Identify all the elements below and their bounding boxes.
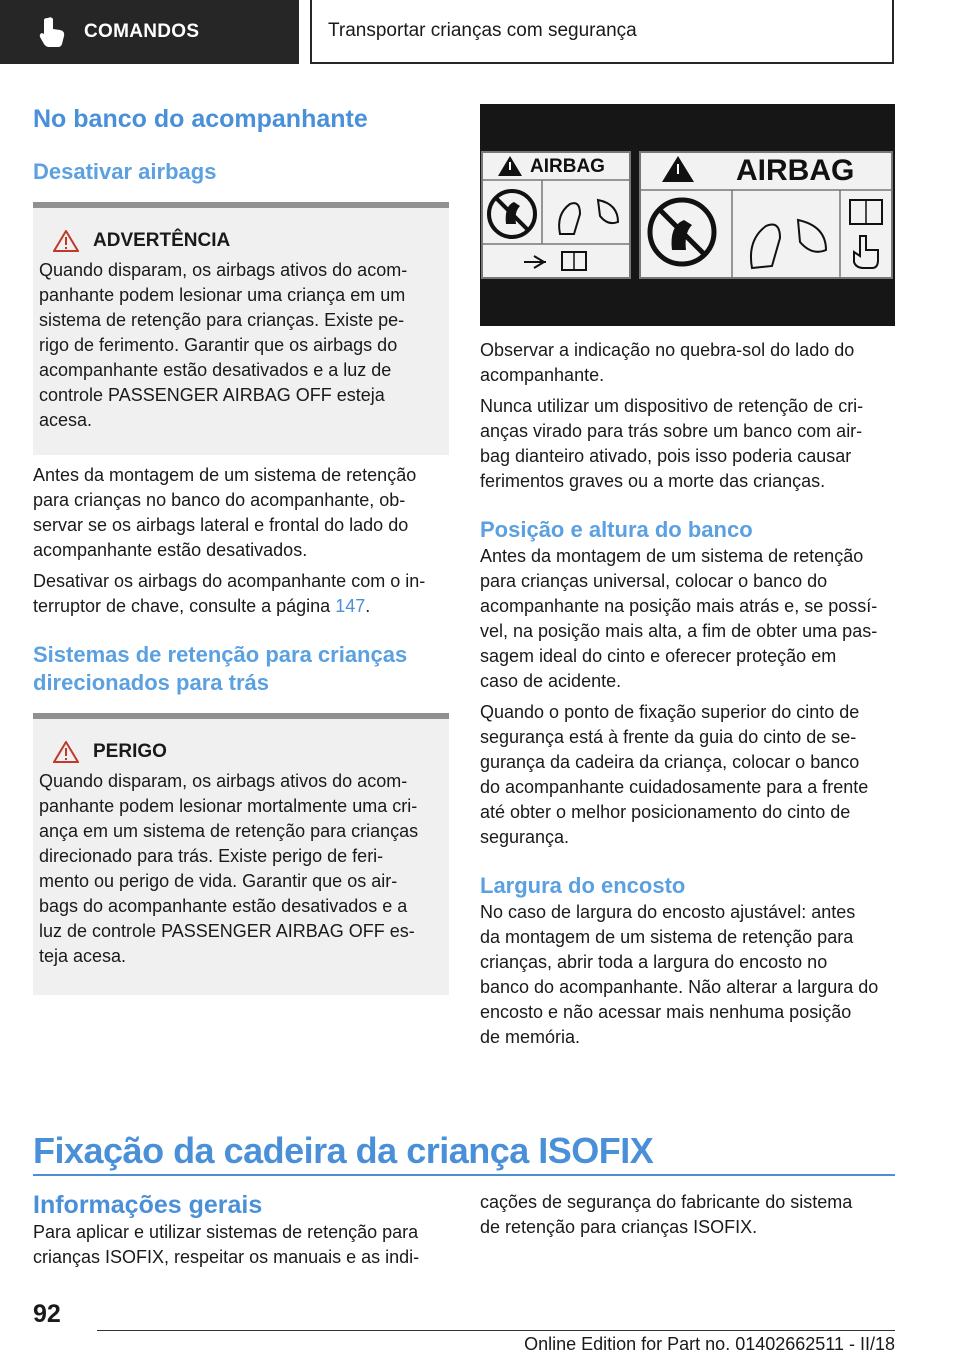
- paragraph-line: Nunca utilizar um dispositivo de retenção de cri-: [480, 396, 864, 416]
- paragraph-line: banco do acompanhante. Não alterar a largura do: [480, 977, 879, 997]
- footer-rule: [97, 1330, 895, 1331]
- paragraph-line: Desativar os airbags do acompanhante com o in-: [33, 571, 426, 591]
- paragraph-line: da montagem de um sistema de retenção para: [480, 927, 854, 947]
- airbag-label-small: AIRBAG: [530, 156, 605, 177]
- paragraph-line: anças virado para trás sobre um banco com air-: [480, 421, 863, 441]
- warning-line: acesa.: [39, 410, 93, 430]
- edition-footer: Online Edition for Part no. 01402662511 - II/18: [524, 1334, 895, 1354]
- section-tab: [0, 0, 299, 64]
- paragraph-line: crianças ISOFIX, respeitar os manuais e as indi-: [33, 1247, 420, 1267]
- warning-line: Quando disparam, os airbags ativos do acom-: [39, 260, 408, 280]
- danger-title: PERIGO: [93, 741, 167, 762]
- paragraph-line: para crianças universal, colocar o banco do: [480, 571, 828, 591]
- danger-line: luz de controle PASSENGER AIRBAG OFF es-: [39, 921, 415, 941]
- paragraph-line: Antes da montagem de um sistema de retenção: [480, 546, 864, 566]
- warning-box: [33, 202, 449, 455]
- isofix-right: [480, 1190, 896, 1240]
- paragraph-line: acompanhante.: [480, 365, 605, 385]
- paragraph-line: Para aplicar e utilizar sistemas de retenção para: [33, 1222, 419, 1242]
- title-rule: [33, 1174, 895, 1176]
- airbag-label-figure: [480, 104, 895, 326]
- page-number: 92: [33, 1300, 61, 1328]
- chapter-title: Transportar crianças com segurança: [328, 20, 637, 41]
- paragraph-line: acompanhante na posição mais atrás e, se possí-: [480, 596, 878, 616]
- paragraph-line: terruptor de chave, consulte a página 147.: [33, 596, 371, 616]
- hand-pointer-icon: [38, 14, 74, 50]
- left-column: [33, 104, 449, 995]
- paragraph-line: encosto e não acessar mais nenhuma posição: [480, 1002, 852, 1022]
- paragraph-line: até obter o melhor posicionamento do cinto de: [480, 802, 851, 822]
- danger-line: teja acesa.: [39, 946, 127, 966]
- isofix-title: Fixação da cadeira da criança ISOFIX: [33, 1130, 654, 1171]
- danger-line: Quando disparam, os airbags ativos do acom-: [39, 771, 408, 791]
- paragraph-line: ferimentos graves ou a morte das crianças.: [480, 471, 826, 491]
- paragraph-line: No caso de largura do encosto ajustável: antes: [480, 902, 856, 922]
- paragraph-line: segurança está à frente da guia do cinto de se-: [480, 727, 857, 747]
- paragraph-line: bag dianteiro ativado, pois isso poderia causar: [480, 446, 852, 466]
- paragraph-line: vel, na posição mais alta, a fim de obter uma pas-: [480, 621, 878, 641]
- isofix-left: [33, 1190, 449, 1270]
- warning-line: sistema de retenção para crianças. Existe pe-: [39, 310, 405, 330]
- paragraph-line: Quando o ponto de fixação superior do cinto de: [480, 702, 860, 722]
- paragraph-line: Observar a indicação no quebra-sol do lado do: [480, 340, 855, 360]
- paragraph-line: servar se os airbags lateral e frontal do lado do: [33, 515, 409, 535]
- section-label: COMANDOS: [84, 21, 200, 42]
- subheading-largura: Largura do encosto: [480, 873, 686, 898]
- warning-line: panhante podem lesionar uma criança em um: [39, 285, 406, 305]
- warning-line: controle PASSENGER AIRBAG OFF esteja: [39, 385, 385, 405]
- paragraph-line: caso de acidente.: [480, 671, 622, 691]
- section-heading: No banco do acompanhante: [33, 105, 368, 133]
- paragraph-line: cações de segurança do fabricante do sistema: [480, 1192, 853, 1212]
- warning-triangle-icon: [53, 230, 79, 252]
- paragraph-line: Antes da montagem de um sistema de retenção: [33, 465, 417, 485]
- warning-line: rigo de ferimento. Garantir que os airbags do: [39, 335, 398, 355]
- paragraph-line: gurança da cadeira da criança, colocar o banco: [480, 752, 860, 772]
- danger-line: direcionado para trás. Existe perigo de feri-: [39, 846, 384, 866]
- airbag-label-large: AIRBAG: [736, 154, 855, 187]
- danger-box: [33, 713, 449, 995]
- paragraph-line: crianças, abrir toda a largura do encosto no: [480, 952, 828, 972]
- subheading-informacoes: Informações gerais: [33, 1191, 263, 1219]
- danger-line: panhante podem lesionar mortalmente uma cri-: [39, 796, 418, 816]
- right-column: [480, 338, 896, 1050]
- danger-line: mento ou perigo de vida. Garantir que os air-: [39, 871, 398, 891]
- subheading-posicao: Posição e altura do banco: [480, 517, 753, 542]
- subheading-sistemas-cont: direcionados para trás: [33, 670, 269, 695]
- paragraph-line: sagem ideal do cinto e oferecer proteção em: [480, 646, 837, 666]
- page-link[interactable]: 147: [335, 596, 366, 616]
- paragraph-line: segurança.: [480, 827, 570, 847]
- subheading-sistemas: Sistemas de retenção para crianças: [33, 642, 408, 667]
- chapter-title-box: [310, 0, 894, 64]
- subheading-desativar-airbags: Desativar airbags: [33, 159, 217, 184]
- danger-triangle-icon: [53, 741, 79, 763]
- paragraph-line: do acompanhante cuidadosamente para a frente: [480, 777, 869, 797]
- danger-line: bags do acompanhante estão desativados e a: [39, 896, 408, 916]
- danger-line: ança em um sistema de retenção para crianças: [39, 821, 419, 841]
- paragraph-line: acompanhante estão desativados.: [33, 540, 308, 560]
- paragraph-line: para crianças no banco do acompanhante, ob-: [33, 490, 406, 510]
- paragraph-line: de retenção para crianças ISOFIX.: [480, 1217, 758, 1237]
- paragraph-line: de memória.: [480, 1027, 581, 1047]
- warning-line: acompanhante estão desativados e a luz de: [39, 360, 392, 380]
- warning-title: ADVERTÊNCIA: [93, 230, 231, 251]
